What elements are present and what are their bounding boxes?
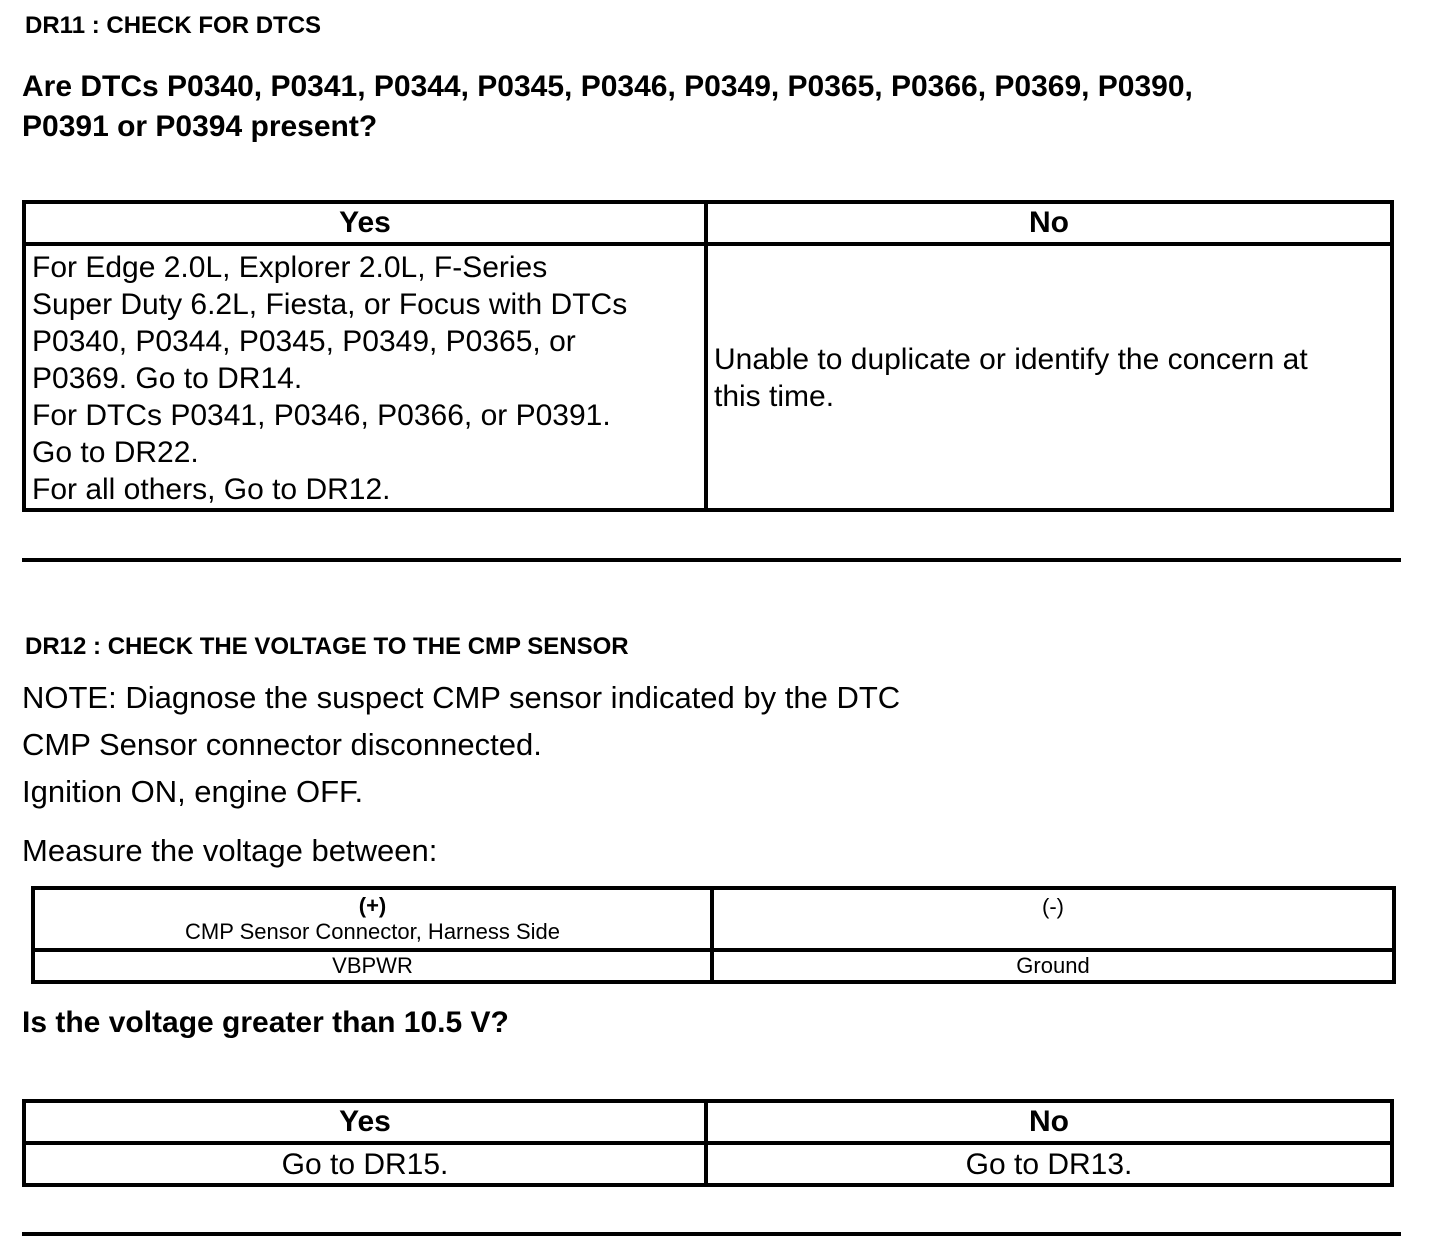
dr12-plus-header (33, 888, 712, 950)
dr11-question (22, 67, 1422, 147)
dr11-yes-line: P0369. Go to DR14. (32, 361, 303, 395)
dr11-step-heading: DR11 : CHECK FOR DTCS (25, 12, 322, 39)
dr11-yes-line: For Edge 2.0L, Explorer 2.0L, F-Series (32, 250, 548, 284)
dr11-yes-line: For all others, Go to DR12. (32, 472, 391, 506)
section-divider (22, 1232, 1401, 1236)
dr11-question-line-2: P0391 or P0394 present? (22, 110, 378, 143)
dr12-result-table (22, 1099, 1394, 1187)
dr11-question-line-1: Are DTCs P0340, P0341, P0344, P0345, P0346, P0349, P0365, P0366, P0369, P0390, (22, 70, 1193, 103)
plus-location: CMP Sensor Connector, Harness Side (185, 919, 560, 944)
dr12-no-cell: Go to DR13. (706, 1143, 1392, 1185)
dr12-note: NOTE: Diagnose the suspect CMP sensor indicated by the DTC (22, 680, 901, 715)
dr11-no-line: Unable to duplicate or identify the concern at (714, 343, 1308, 376)
dr11-no-line: this time. (714, 380, 835, 413)
dr11-no-cell (706, 244, 1392, 510)
dr11-yes-cell (24, 244, 706, 510)
dr12-plus-value: VBPWR (33, 950, 712, 982)
dr12-measurement-table (31, 886, 1396, 984)
dr12-yes-header: Yes (24, 1101, 706, 1143)
plus-symbol: (+) (358, 893, 387, 918)
dr12-condition-ignition: Ignition ON, engine OFF. (22, 774, 364, 809)
dr12-measure-label: Measure the voltage between: (22, 833, 438, 868)
dr12-minus-value: Ground (712, 950, 1394, 982)
dr11-yes-line: For DTCs P0341, P0346, P0366, or P0391. (32, 398, 611, 432)
dr11-yes-line: Go to DR22. (32, 435, 199, 469)
dr12-no-header: No (706, 1101, 1392, 1143)
dr11-yes-header: Yes (24, 202, 706, 244)
dr11-no-header: No (706, 202, 1392, 244)
dr11-yes-line: Super Duty 6.2L, Fiesta, or Focus with DTCs (32, 287, 628, 321)
dr11-yes-line: P0340, P0344, P0345, P0349, P0365, or (32, 324, 576, 358)
dr12-condition-connector: CMP Sensor connector disconnected. (22, 727, 542, 762)
dr12-minus-header (712, 888, 1394, 950)
dr12-step-heading: DR12 : CHECK THE VOLTAGE TO THE CMP SENSOR (25, 633, 629, 660)
dr12-question: Is the voltage greater than 10.5 V? (22, 1006, 509, 1039)
section-divider (22, 558, 1401, 562)
dr12-yes-cell: Go to DR15. (24, 1143, 706, 1185)
minus-symbol: (-) (1042, 894, 1064, 919)
dr11-result-table (22, 200, 1394, 512)
